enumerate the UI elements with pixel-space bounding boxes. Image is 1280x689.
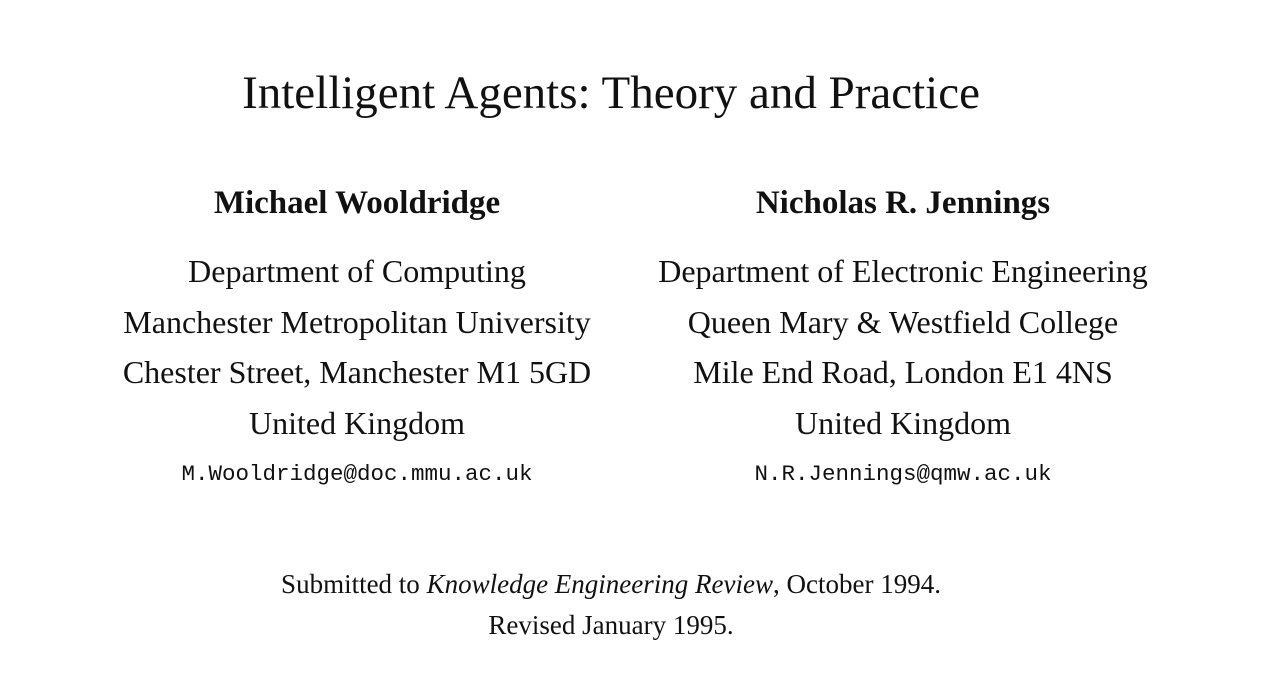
affiliation-department: Department of Computing (188, 253, 526, 289)
affiliation-institution: Manchester Metropolitan University (123, 303, 591, 340)
author-email: M.Wooldridge@doc.mmu.ac.uk (181, 460, 533, 487)
affiliation-street: Chester Street, Manchester M1 5GD (122, 354, 592, 391)
author-name: Nicholas R. Jennings (755, 185, 1051, 221)
affiliation-institution: Queen Mary & Westfield College (687, 303, 1119, 340)
author-name: Michael Wooldridge (213, 185, 501, 221)
journal-name: Knowledge Engineering Review (426, 569, 773, 599)
affiliation-country: United Kingdom (795, 405, 1011, 442)
affiliation-country: United Kingdom (249, 405, 465, 442)
paper-title: Intelligent Agents: Theory and Practice (242, 67, 980, 119)
affiliation-street: Mile End Road, London E1 4NS (693, 354, 1113, 391)
author-affiliation (606, 246, 1200, 449)
submission-note (0, 564, 1222, 646)
revision-line: Revised January 1995. (488, 610, 734, 640)
author-block-jennings (606, 180, 1200, 491)
submission-line (0, 564, 1222, 605)
author-block-wooldridge (60, 180, 654, 491)
affiliation-department: Department of Electronic Engineering (658, 253, 1148, 289)
author-email: N.R.Jennings@qmw.ac.uk (754, 460, 1052, 487)
submission-prefix: Submitted to (281, 569, 427, 599)
author-affiliation (60, 246, 654, 449)
submission-date: , October 1994. (772, 569, 941, 599)
